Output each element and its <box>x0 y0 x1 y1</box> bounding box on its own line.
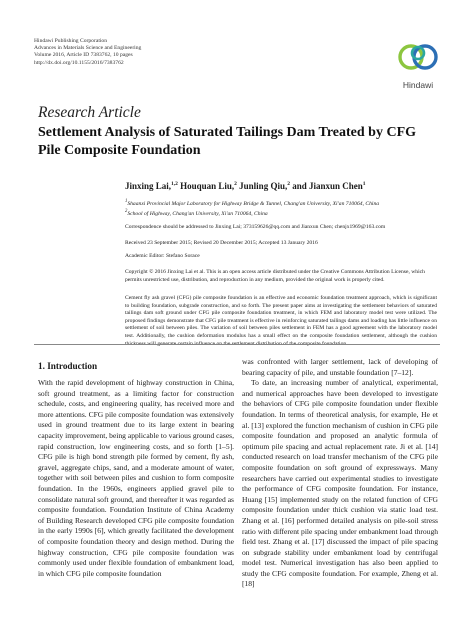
author-name[interactable]: Junling Qiu, <box>239 181 288 191</box>
author-affiliation-mark: 1,2 <box>171 181 178 187</box>
correspondence-line: Correspondence should be addressed to Jinxing Lai; 373159626@qq.com and Jianxun Chen; chenjx1969@163.com <box>125 224 386 230</box>
affiliation-list <box>125 198 379 218</box>
author-name[interactable]: and Jianxun Chen <box>292 181 363 191</box>
author-list <box>125 181 366 191</box>
article-dates: Received 23 September 2015; Revised 20 December 2015; Accepted 13 January 2016 <box>125 240 318 246</box>
academic-editor: Academic Editor: Stefano Sorace <box>125 253 200 259</box>
article-title: Settlement Analysis of Saturated Tailings Dam Treated by CFG Pile Composite Foundation <box>38 125 417 158</box>
author-name[interactable]: Jinxing Lai, <box>125 181 172 191</box>
doi-link[interactable]: http://dx.doi.org/10.1155/2016/7383762 <box>34 59 124 66</box>
journal-name: Advances in Materials Science and Engineering <box>34 45 142 52</box>
author-affiliation-mark: 2 <box>287 181 290 187</box>
section-heading: 1. Introduction <box>38 361 98 371</box>
hindawi-logo <box>394 38 442 94</box>
body-paragraph: With the rapid development of highway construction in China, soft ground treatment, as a limiting factor for construction schedule, costs, and engineering quality, has received more and more attentions. CFG pile composite foundation was extensively used in ground treatment due to its large extent in bearing capacity improvement, being applicable to various ground cases, rapid construction, low engineering costs, and so forth [1–5]. CFG pile is high bond strength pile formed by cement, fly ash, gravel, aggregate chips, sand, and a moderate amount of water, together with soil between piles and cushion to form composite foundation. In the 1960s, engineers applied gravel pile to consolidate natural soft ground, and thereafter it was regarded as composite foundation. Foundation Institute of China Academy of Building Research developed CFG pile composite foundation in the early 1990s [6], which greatly facilitated the development of composite foundation theory and design method. During the highway construction, CFG pile composite foundation was commonly used under flexible foundation of embankment load, in which CFG pile composite foundation <box>38 378 234 578</box>
section-divider <box>34 344 440 345</box>
body-paragraph: To date, an increasing number of analytical, experimental, and numerical approaches have been developed to investigate the behaviors of CFG pile composite foundation under flexible foundation. In terms of theoretical analysis, for example, He et al. [13] explored the function mechanism of cushion in CFG pile composite foundation and proposed an analytic formula of optimum pile spacing and actual replacement rate. Ji et al. [14] conducted research on load transfer mechanism of the CFG pile composite foundation on soft ground of expressways. Many researchers have carried out experimental studies to investigate the performance of CFG composite foundation. For instance, Huang [15] implemented study on the related function of CFG composite foundation under thick cushion via static load test. Zhang et al. [16] performed detailed analysis on pile-soil stress ratio with different pile spacing under embankment load through field test. Zhang et al. [17] discussed the impact of pile spacing on subgrade stability under embankment load by centrifugal model test. Numerical investigation has also been applied to study the CFG composite foundation. For example, Zheng et al. [18] <box>242 378 438 589</box>
publisher-name: Hindawi Publishing Corporation <box>34 38 108 44</box>
affiliation-item: $^1$Shaanxi Provincial Major Laboratory for Highway Bridge & Tunnel, Chang'an University, Xi'an 710064, China <box>125 199 380 207</box>
body-paragraph: was confronted with larger settlement, lack of developing of bearing capacity of pile, and unstable foundation [7–12]. <box>242 357 438 377</box>
body-column-left <box>38 378 234 579</box>
body-column-right <box>242 357 438 590</box>
author-affiliation-mark: 2 <box>234 181 237 187</box>
journal-header <box>34 38 141 67</box>
copyright-notice: Copyright © 2016 Jinxing Lai et al. This is an open access article distributed under the Creative Commons Attribution License, which permits unrestricted use, distribution, and reproduction in any medium, provided the original work is properly cited. <box>125 269 425 283</box>
article-type: Research Article <box>38 104 141 121</box>
author-name[interactable]: Houquan Liu, <box>180 181 235 191</box>
affiliation-item: $^2$School of Highway, Chang'an University, Xi'an 710064, China <box>125 208 268 217</box>
volume-line: Volume 2016, Article ID 7383762, 10 pages <box>34 52 133 59</box>
author-affiliation-mark: 1 <box>362 181 366 187</box>
hindawi-rings-icon <box>394 38 442 78</box>
logo-wordmark: Hindawi <box>402 80 434 90</box>
abstract-text: Cement fly ash gravel (CFG) pile composite foundation is an effective and economic foundation treatment approach, which is significant to building foundation, subgrade construction, and so forth. The present paper aims at investigating the settlement behaviors of saturated tailings dam soft ground under CFG pile composite foundation treatment, in which FEM and laboratory model test were utilized. The proposed findings demonstrate that CFG pile treatment is effective in reinforcing saturated tailings dams and loading has little influence on settlement of soil between piles. The variation of soil between piles settlement in FEM has a good agreement with the laboratory model test. Additionally, the cushion deformation modulus has a small effect on the composite foundation settlement, although the cushion thickness will generate certain influence on the settlement distribution of the composite foundation. <box>125 295 437 347</box>
